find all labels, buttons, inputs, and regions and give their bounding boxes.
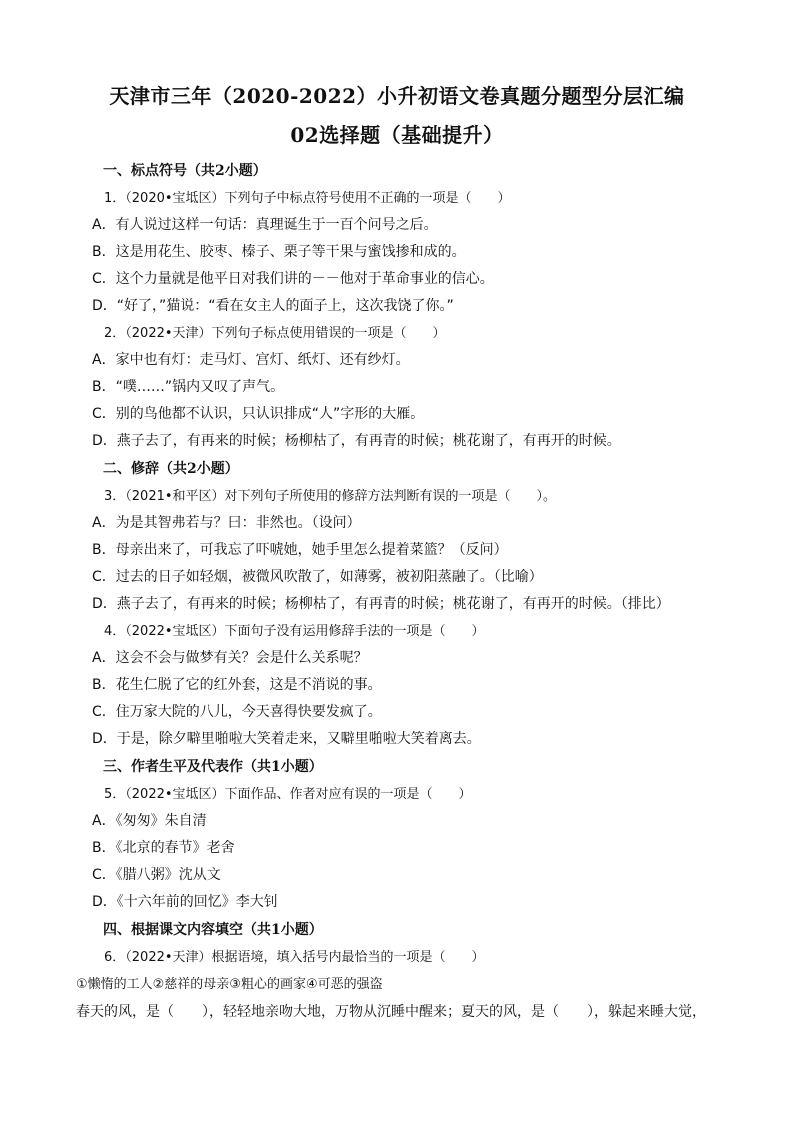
option-a: A．这会不会与做梦有关？会是什么关系呢？ xyxy=(92,650,368,666)
option-a: A．有人说过这样一句话：真理诞生于一百个问号之后。 xyxy=(92,217,438,233)
option-d: D．燕子去了，有再来的时候；杨柳枯了，有再青的时候；桃花谢了，有再开的时候。（排比） xyxy=(92,596,670,612)
option-b: B．“噗……”锅内又叹了声气。 xyxy=(92,379,285,395)
option-a: A．《匆匆》朱自清 xyxy=(92,813,207,829)
option-b: B．《北京的春节》老舍 xyxy=(92,840,235,856)
option-a: A．为是其智弗若与？曰：非然也。（设问） xyxy=(92,515,361,531)
document-subtitle: 02选择题（基础提升） xyxy=(290,123,504,147)
option-d: D．燕子去了，有再来的时候；杨柳枯了，有再青的时候；桃花谢了，有再开的时候。 xyxy=(92,433,621,449)
option-d: D．于是，除夕噼里啪啦大笑着走来，又噼里啪啦大笑着离去。 xyxy=(92,731,481,747)
section-heading-punctuation: 一、标点符号（共2小题） xyxy=(103,163,267,179)
question-stem: 1．（2020•宝坻区）下列句子中标点符号使用不正确的一项是（ ） xyxy=(104,191,511,206)
document-title: 天津市三年（2020-2022）小升初语文卷真题分题型分层汇编 xyxy=(109,84,685,108)
question-stem: 5．（2022•宝坻区）下面作品、作者对应有误的一项是（ ） xyxy=(104,787,472,802)
option-a: A．家中也有灯：走马灯、宫灯、纸灯、还有纱灯。 xyxy=(92,352,410,368)
option-d: D．“好了，”猫说：“看在女主人的面子上，这次我饶了你。” xyxy=(92,298,454,314)
section-heading-fill-in: 四、根据课文内容填空（共1小题） xyxy=(103,922,323,938)
option-b: B．花生仁脱了它的红外套，这是不消说的事。 xyxy=(92,677,382,693)
section-heading-rhetoric: 二、修辞（共2小题） xyxy=(103,461,239,477)
option-c: C．过去的日子如轻烟，被微风吹散了，如薄雾，被初阳蒸融了。（比喻） xyxy=(92,569,543,585)
choice-list: ①懒惰的工人②慈祥的母亲③粗心的画家④可恶的强盗 xyxy=(76,977,383,992)
option-c: C．《腊八粥》沈从文 xyxy=(92,867,221,883)
option-b: B．这是用花生、胶枣、榛子、栗子等干果与蜜饯掺和成的。 xyxy=(92,244,466,260)
option-b: B．母亲出来了，可我忘了吓唬她，她手里怎么提着菜篮？（反问） xyxy=(92,542,508,558)
option-c: C．这个力量就是他平日对我们讲的－－他对于革命事业的信心。 xyxy=(92,271,494,287)
question-stem: 4．（2022•宝坻区）下面句子没有运用修辞手法的一项是（ ） xyxy=(104,624,485,639)
option-c: C．别的鸟他都不认识，只认识排成“人”字形的大雁。 xyxy=(92,406,425,422)
question-stem: 2．（2022•天津）下列句子标点使用错误的一项是（ ） xyxy=(104,326,446,341)
question-stem: 6．（2022•天津）根据语境，填入括号内最恰当的一项是（ ） xyxy=(104,950,485,965)
question-stem: 3．（2021•和平区）对下列句子所使用的修辞方法判断有误的一项是（ ）。 xyxy=(104,489,557,504)
option-c: C．住万家大院的八儿，今天喜得快要发疯了。 xyxy=(92,704,382,720)
option-d: D．《十六年前的回忆》李大钊 xyxy=(92,894,278,910)
passage-text: 春天的风，是（ ），轻轻地亲吻大地，万物从沉睡中醒来；夏天的风，是（ ），躲起来睡大觉， xyxy=(76,1004,706,1020)
section-heading-authors: 三、作者生平及代表作（共1小题） xyxy=(103,759,323,775)
